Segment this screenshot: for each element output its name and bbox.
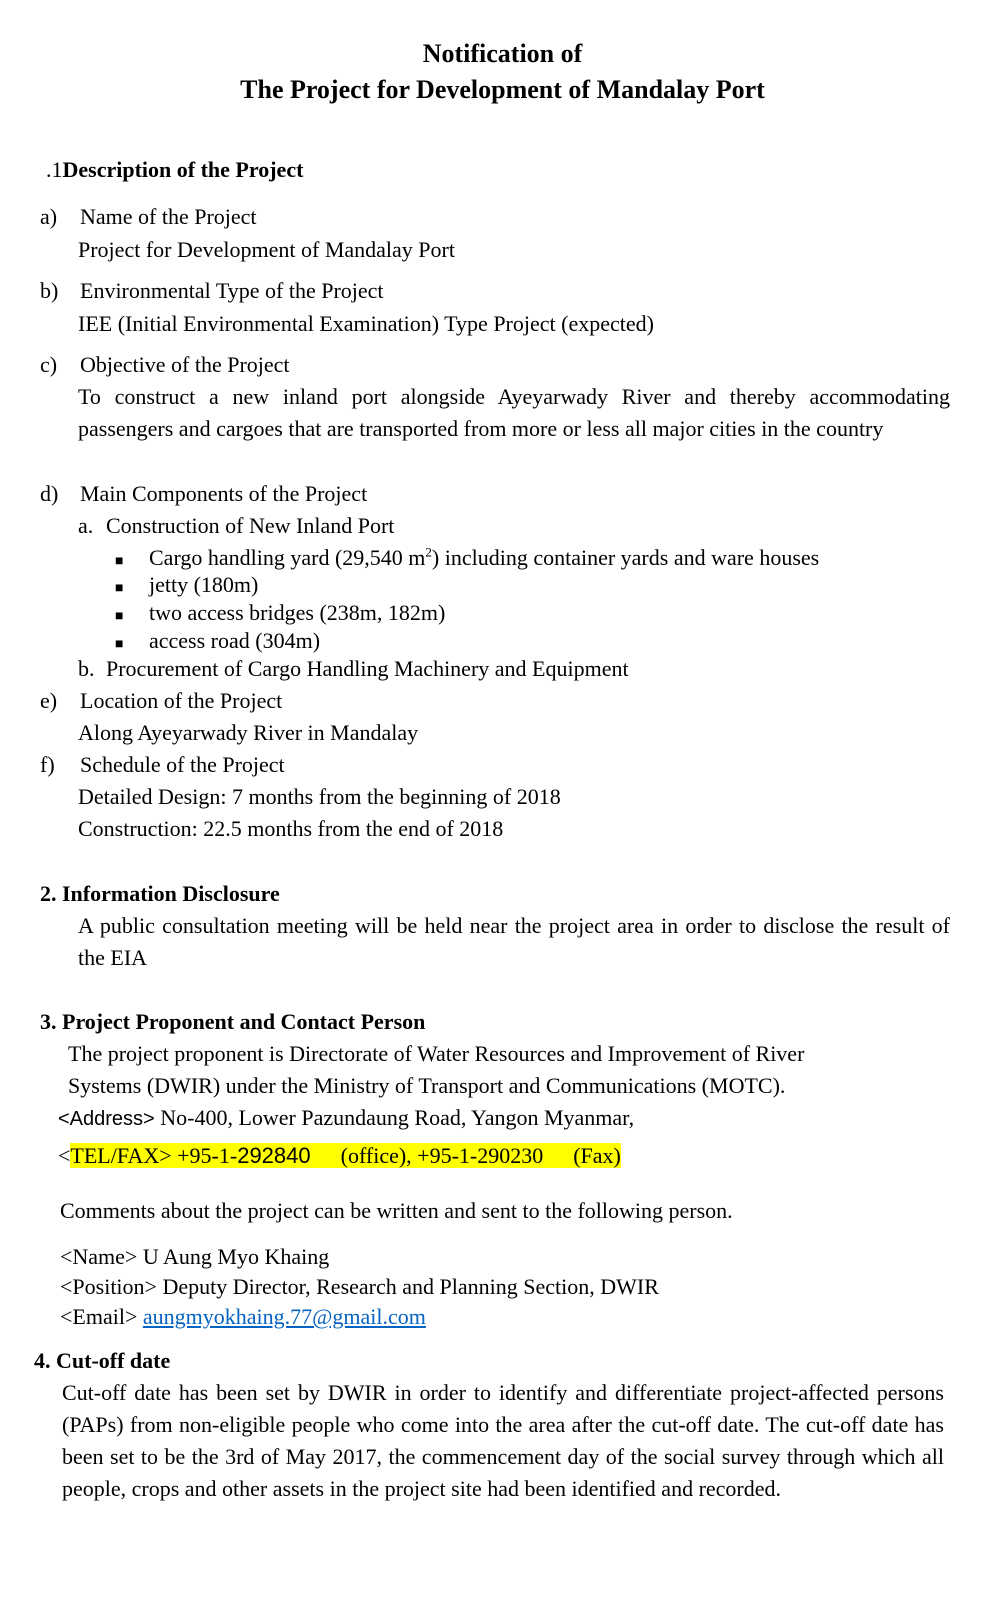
address-line (58, 1102, 634, 1135)
contact-position: Deputy Director, Research and Planning Section, DWIR (156, 1274, 659, 1299)
item-d-title: Main Components of the Project (80, 481, 368, 506)
item-a-text: Project for Development of Mandalay Port (78, 237, 455, 262)
tel-lt: < (58, 1143, 71, 1168)
item-f-title-row (40, 749, 285, 781)
item-b-title: Environmental Type of the Project (80, 278, 384, 303)
tel-fax: (Fax) (573, 1143, 621, 1168)
item-f-line1: Detailed Design: 7 months from the beginning of 2018 (78, 784, 561, 809)
tel-fax-line (58, 1140, 621, 1172)
item-e-title-row (40, 685, 282, 717)
tel-office-number: 292840 (237, 1143, 311, 1168)
item-d-sub-a-text: Construction of New Inland Port (106, 513, 395, 538)
item-d-title-row (40, 478, 367, 510)
section1-number: .1 (46, 157, 63, 182)
item-b-text: IEE (Initial Environmental Examination) Type Project (expected) (78, 311, 654, 336)
bullet-4-text: access road (304m) (149, 628, 321, 653)
name-tag: <Name> (60, 1244, 138, 1269)
item-b-title-row (40, 275, 384, 307)
item-d-sub-a-label: a. (78, 513, 94, 538)
tel-fax-highlight (70, 1143, 620, 1168)
email-tag: <Email> (60, 1304, 138, 1329)
item-e-title: Location of the Project (80, 688, 283, 713)
bullet-square-icon: ■ (115, 637, 124, 652)
section1-heading (46, 154, 303, 186)
address-tag: <Address> (58, 1108, 155, 1130)
item-c-label: c) (40, 352, 58, 377)
bullet-2-text: jetty (180m) (149, 572, 259, 597)
item-c-title: Objective of the Project (80, 352, 290, 377)
bullet-1-text-pre: Cargo handling yard (29,540 m (149, 545, 426, 570)
bullet-square-icon: ■ (115, 581, 124, 596)
section4-text: Cut-off date has been set by DWIR in order to identify and differentiate project-affected persons (PAPs) from non-eligible people who come into the area after the cut-off date. The cut-off date has been set to be the 3rd of May 2017, the commencement day of the social survey through which all people, crops and other assets in the project site had been identified and recorded. (62, 1380, 944, 1501)
section3-heading: 3. Project Proponent and Contact Person (40, 1009, 426, 1034)
contact-name: U Aung Myo Khaing (137, 1244, 330, 1269)
section4-heading: 4. Cut-off date (34, 1348, 171, 1373)
contact-position-line (60, 1271, 659, 1303)
bullet-1-superscript: 2 (425, 544, 432, 560)
proponent-line1: The project proponent is Directorate of Water Resources and Improvement of River (68, 1041, 805, 1066)
item-d-sub-a (78, 510, 394, 542)
comments-text: Comments about the project can be written and sent to the following person. (60, 1198, 733, 1223)
section2-heading: 2. Information Disclosure (40, 881, 280, 906)
item-e-text: Along Ayeyarwady River in Mandalay (78, 720, 419, 745)
item-a-label: a) (40, 204, 58, 229)
tel-office: (office), +95-1-290230 (340, 1143, 544, 1168)
contact-name-line (60, 1241, 329, 1273)
email-link[interactable]: aungmyokhaing.77@gmail.com (142, 1304, 426, 1329)
item-d-sub-b-text: Procurement of Cargo Handling Machinery and Equipment (106, 656, 629, 681)
item-a-title: Name of the Project (80, 204, 257, 229)
section2-text: A public consultation meeting will be held near the project area in order to disclose the result of the EIA (78, 913, 950, 970)
item-d-label: d) (40, 481, 59, 506)
bullet-3-text: two access bridges (238m, 182m) (149, 600, 446, 625)
proponent-line2: Systems (DWIR) under the Ministry of Transport and Communications (MOTC). (68, 1073, 786, 1098)
bullet-square-icon: ■ (115, 554, 124, 569)
item-b-label: b) (40, 278, 59, 303)
item-a-title-row (40, 201, 257, 233)
item-c-title-row (40, 349, 290, 381)
bullet-1-text-post: ) including container yards and ware houses (431, 545, 820, 570)
bullet-square-icon: ■ (115, 609, 124, 624)
item-d-sub-b-label: b. (78, 656, 95, 681)
item-f-line2: Construction: 22.5 months from the end of 2018 (78, 816, 504, 841)
item-f-title: Schedule of the Project (80, 752, 285, 777)
section1-title: Description of the Project (62, 157, 304, 182)
document-title-line2: The Project for Development of Mandalay Port (240, 75, 765, 104)
document-title-line1: Notification of (422, 39, 583, 68)
item-e-label: e) (40, 688, 58, 713)
item-f-label: f) (40, 752, 55, 777)
item-c-text: To construct a new inland port alongside Ayeyarwady River and thereby accommodating passengers and cargoes that are transported from more or less all major cities in the country (78, 384, 950, 441)
address-text: No-400, Lower Pazundaung Road, Yangon Myanmar, (154, 1105, 635, 1130)
position-tag: <Position> (60, 1274, 157, 1299)
contact-email-line (60, 1301, 426, 1333)
tel-tag: TEL/FAX> +95-1- (70, 1143, 238, 1168)
item-d-sub-b (78, 653, 629, 685)
